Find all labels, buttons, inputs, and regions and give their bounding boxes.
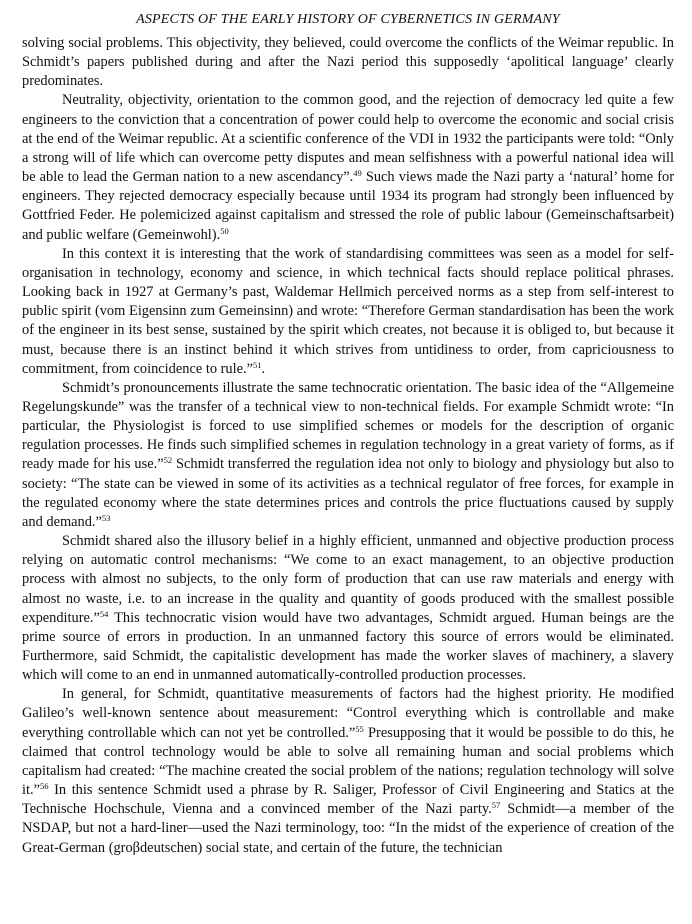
paragraph-text: Schmidt transferred the regulation idea not only to biology and physiology but also to society: “The state can be viewed in some of its activities as a technical regulator of free forces, for example in the regulated economy where the state determines prices and controls the price fluctuations caused by supply and demand.” — [22, 456, 674, 530]
paragraph-text: Schmidt—a member of the NSDAP, but not a hard-liner—used the Nazi terminology, too: “In the midst of the experience of creation of the Great-German (groβdeutschen) social state, and certain of the future, the technician — [22, 801, 675, 856]
footnote-ref: 55 — [355, 723, 364, 734]
running-head: ASPECTS OF THE EARLY HISTORY OF CYBERNETICS IN GERMANY — [136, 12, 560, 27]
paragraph-text: In this sentence Schmidt used a phrase by R. Saliger, Professor of Civil Engineering and Statics at the Technische Hochschule, Vienna and a convinced member of the Nazi party. — [22, 782, 674, 818]
paragraph-text: Schmidt shared also the illusory belief in a highly efficient, unmanned and objective production process relying on automatic control mechanisms: “We come to an exact management, to an objective production process with almost no subjects, to the only form of production that can use raw materials and energy with almost no waste, i.e. to an increase in the quality and quantity of goods produced with the smallest possible expenditure.” — [22, 533, 674, 626]
paragraph — [22, 379, 674, 532]
paragraph — [22, 245, 674, 379]
paragraph-text: Presupposing that it would be possible to do this, he claimed that control technology would be able to solve all remaining human and social problems which capitalism had created: “The machine created the social problem of the nations; regulation technology will solve it.” — [22, 724, 674, 799]
footnote-ref: 52 — [163, 455, 173, 466]
paragraph-text: In general, for Schmidt, quantitative measurements of factors had the highest priority. He modified Galileo’s well-known sentence about measurement: “Control everything which is controllable and make everything controllable which can not yet be controlled.” — [22, 686, 674, 741]
paragraph — [22, 34, 674, 91]
paragraph-text: Neutrality, objectivity, orientation to the common good, and the rejection of democracy led quite a few engineers to the conviction that a concentration of power could help to overcome the economic and social crisis at the end of the Weimar republic. At a scientific conference of the VDI in 1932 the participants were told: “Only a strong will of life which can overcome petty disputes and mean selfishness with a powerful national idea will be able to lead the German nation to a new ascendancy”. — [22, 92, 674, 186]
paragraph — [22, 532, 674, 685]
footnote-ref: 51 — [252, 359, 262, 370]
footnote-ref: 56 — [39, 781, 49, 792]
paragraph-text: solving social problems. This objectivity, they believed, could overcome the conflicts of the Weimar republic. In Schmidt’s papers published during and after the Nazi period this supposedly ‘apolitical language’ clearly predominates. — [22, 35, 674, 90]
footnote-ref: 50 — [220, 225, 229, 236]
paragraph-text: This technocratic vision would have two advantages, Schmidt argued. Human beings are the prime source of errors in production. In an unmanned factory this source of errors would be eliminated. Furthermore, said Schmidt, the capitalistic development has made the worker slaves of machinery, a slavery which will come to an end in unmanned automatically-controlled production processes. — [22, 609, 674, 684]
footnote-ref: 53 — [101, 512, 111, 523]
paragraph — [22, 91, 674, 244]
footnote-ref: 49 — [353, 168, 362, 179]
paragraph-text: Schmidt’s pronouncements illustrate the same technocratic orientation. The basic idea of the “Allgemeine Regelungskunde” was the transfer of a technical view to non-technical fields. For example Schmidt wrote: “In particular, the Physiologist is forced to use simplified schemes or models for the description of organic regulation processes. He finds such simplified schemes in regulation technology in a great variety of forms, as if ready made for his use.” — [22, 379, 674, 473]
paragraph-text: Such views made the Nazi party a ‘natural’ home for engineers. They rejected democracy especially because until 1934 its program had strongly been influenced by Gottfried Feder. He polemicized against capitalism and stressed the role of public labour (Gemeinschaftsarbeit) and public welfare (Gemeinwohl). — [22, 169, 674, 243]
paragraph-text: . — [261, 360, 266, 377]
paragraph — [22, 685, 674, 857]
paragraph-text: In this context it is interesting that the work of standardising committees was seen as a model for self-organisation in technology, economy and science, in which technical facts should replace political phrases. Looking back in 1927 at Germany’s past, Waldemar Hellmich perceived norms as a step from self-interest to public spirit (vom Eigensinn zum Gemeinsinn) and wrote: “Therefore German standardisation has been the work of the engineer in its best sense, sustained by the spirit which creates, not because it is obliged to, but because it must, because there is an instinct behind it which strives from untidiness to order, from capriciousness to commitment, from coincidence to rule.” — [22, 245, 674, 377]
body-text — [22, 34, 674, 858]
footnote-ref: 57 — [491, 800, 501, 811]
footnote-ref: 54 — [99, 608, 109, 619]
